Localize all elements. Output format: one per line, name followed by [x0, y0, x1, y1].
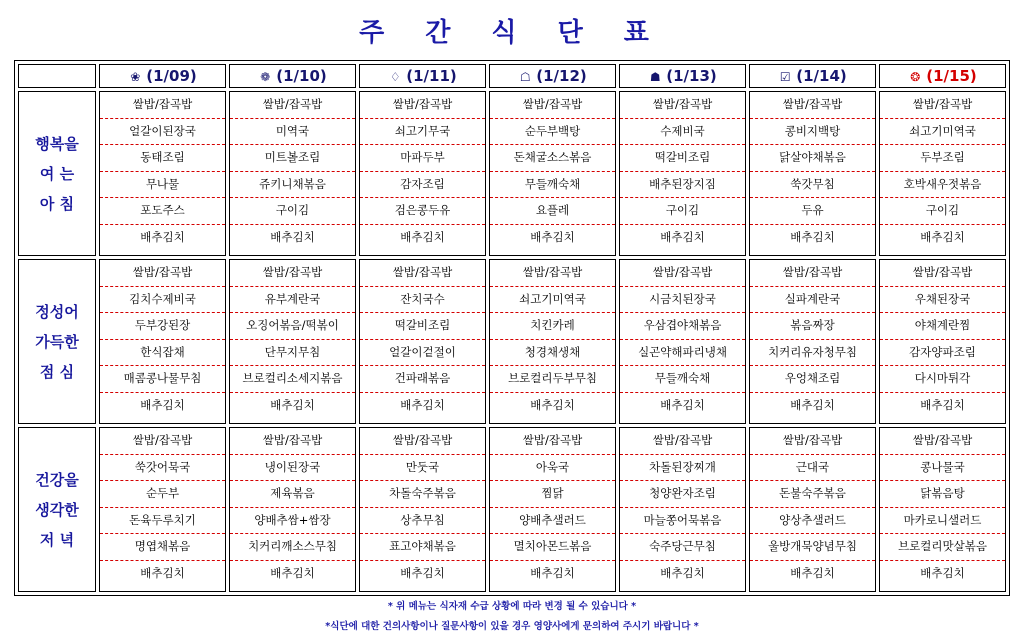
day-menu-cell [359, 259, 486, 424]
day-menu-cell [879, 91, 1006, 256]
menu-item: 쌀밥/잡곡밥 [750, 92, 875, 119]
day-icon: ❂ [910, 70, 921, 84]
weekly-menu-table [14, 60, 1010, 596]
menu-item: 쌀밥/잡곡밥 [750, 428, 875, 455]
menu-item: 배추김치 [920, 565, 965, 580]
menu-item: 마카로니샐러드 [880, 508, 1005, 535]
menu-item: 두부조림 [880, 145, 1005, 172]
menu-item: 배추김치 [270, 565, 315, 580]
menu-item: 두유 [750, 198, 875, 225]
menu-item: 건파래볶음 [360, 366, 485, 393]
day-menu-cell [229, 427, 356, 592]
meal-name-line: 건강을 [35, 470, 79, 489]
menu-item: 명엽채볶음 [100, 534, 225, 561]
menu-item: 배추김치 [660, 229, 705, 244]
day-header-row [18, 64, 1006, 88]
menu-item: 배추김치 [270, 229, 315, 244]
header-corner-cell [18, 64, 96, 88]
day-header-3 [489, 64, 616, 88]
menu-item: 쌀밥/잡곡밥 [750, 260, 875, 287]
menu-item: 미역국 [230, 119, 355, 146]
menu-item-list [880, 428, 1005, 587]
menu-item: 구이김 [620, 198, 745, 225]
menu-item: 배추김치 [400, 397, 445, 412]
menu-item-list [490, 260, 615, 419]
day-header-6 [879, 64, 1006, 88]
menu-item: 무들깨숙채 [620, 366, 745, 393]
meal-row [18, 91, 1006, 256]
menu-item: 배추된장지짐 [620, 172, 745, 199]
menu-item-list [100, 260, 225, 419]
day-menu-cell [229, 91, 356, 256]
day-label: (1/13) [666, 67, 717, 85]
day-label: (1/11) [406, 67, 457, 85]
menu-item: 치커리깨소스무침 [230, 534, 355, 561]
menu-item-list [100, 92, 225, 251]
menu-item: 만둣국 [360, 455, 485, 482]
menu-item-list [880, 92, 1005, 251]
day-menu-cell [619, 91, 746, 256]
menu-item: 구이김 [880, 198, 1005, 225]
day-icon: ❀ [130, 70, 141, 84]
menu-item-list [230, 260, 355, 419]
menu-item-list [750, 428, 875, 587]
inquiry-note: *식단에 대한 건의사항이나 질문사항이 있을 경우 영양사에게 문의하여 주시기 바랍니다 * [325, 621, 699, 632]
menu-item: 쌀밥/잡곡밥 [620, 428, 745, 455]
menu-item-list [490, 428, 615, 587]
menu-item: 호박새우젓볶음 [880, 172, 1005, 199]
menu-item: 감자조림 [360, 172, 485, 199]
menu-item: 콩나물국 [880, 455, 1005, 482]
menu-item: 배추김치 [270, 397, 315, 412]
day-label: (1/10) [276, 67, 327, 85]
menu-item-list [230, 92, 355, 251]
day-label: (1/15) [926, 67, 977, 85]
day-icon: ☗ [649, 70, 661, 84]
menu-item: 멸치아몬드볶음 [490, 534, 615, 561]
meal-name-cell [18, 427, 96, 592]
menu-item: 우채된장국 [880, 287, 1005, 314]
menu-item: 얼갈이겉절이 [360, 340, 485, 367]
menu-item: 청양완자조림 [620, 481, 745, 508]
menu-item: 돈육두루치기 [100, 508, 225, 535]
meal-name-line: 정성어 [35, 302, 79, 321]
menu-item: 순두부 [100, 481, 225, 508]
menu-item: 표고야채볶음 [360, 534, 485, 561]
menu-item: 울방개묵양념무침 [750, 534, 875, 561]
menu-item: 배추김치 [790, 397, 835, 412]
day-header-1 [229, 64, 356, 88]
menu-item: 무나물 [100, 172, 225, 199]
menu-item: 근대국 [750, 455, 875, 482]
menu-item: 제육볶음 [230, 481, 355, 508]
menu-item: 우엉채조림 [750, 366, 875, 393]
day-header-0 [99, 64, 226, 88]
day-icon: ♢ [389, 70, 401, 84]
menu-item: 떡갈비조림 [360, 313, 485, 340]
day-icon: ☑ [779, 70, 791, 84]
meal-name-line: 가득한 [35, 332, 79, 351]
menu-item: 쌀밥/잡곡밥 [360, 428, 485, 455]
day-menu-cell [489, 427, 616, 592]
day-menu-cell [359, 427, 486, 592]
menu-item: 배추김치 [660, 397, 705, 412]
day-menu-cell [749, 427, 876, 592]
day-header-4 [619, 64, 746, 88]
menu-item: 브로컬리맛살볶음 [880, 534, 1005, 561]
menu-change-note: * 위 메뉴는 식자재 수급 상황에 따라 변경 될 수 있습니다 * [387, 601, 637, 612]
menu-item: 쇠고기무국 [360, 119, 485, 146]
menu-item: 돈채굴소스볶음 [490, 145, 615, 172]
menu-item: 쌀밥/잡곡밥 [100, 260, 225, 287]
menu-body [18, 91, 1006, 592]
menu-item: 숙주당근무침 [620, 534, 745, 561]
menu-item: 쇠고기미역국 [880, 119, 1005, 146]
menu-item: 양배추샐러드 [490, 508, 615, 535]
menu-item-list [360, 92, 485, 251]
menu-item: 배추김치 [530, 229, 575, 244]
menu-item: 배추김치 [790, 229, 835, 244]
day-menu-cell [229, 259, 356, 424]
menu-item: 마늘쫑어묵볶음 [620, 508, 745, 535]
menu-item: 청경채생채 [490, 340, 615, 367]
menu-item: 유부계란국 [230, 287, 355, 314]
menu-item: 오징어볶음/떡볶이 [230, 313, 355, 340]
menu-item: 차돌된장찌개 [620, 455, 745, 482]
menu-item: 치킨카레 [490, 313, 615, 340]
menu-item-list [360, 428, 485, 587]
menu-item-list [100, 428, 225, 587]
menu-item: 배추김치 [140, 397, 185, 412]
menu-item: 김치수제비국 [100, 287, 225, 314]
menu-item: 실곤약해파리냉채 [620, 340, 745, 367]
day-menu-cell [619, 259, 746, 424]
menu-item: 미트볼조림 [230, 145, 355, 172]
menu-item: 닭볶음탕 [880, 481, 1005, 508]
day-menu-cell [99, 91, 226, 256]
menu-item: 닭살야채볶음 [750, 145, 875, 172]
menu-item: 쌀밥/잡곡밥 [620, 260, 745, 287]
menu-item: 배추김치 [400, 565, 445, 580]
menu-item: 배추김치 [140, 565, 185, 580]
menu-item: 단무지무침 [230, 340, 355, 367]
day-icon: ❁ [260, 70, 271, 84]
meal-name-line: 여 는 [39, 164, 75, 183]
day-menu-cell [879, 259, 1006, 424]
menu-item-list [620, 428, 745, 587]
menu-item: 쌀밥/잡곡밥 [230, 260, 355, 287]
menu-item: 쌀밥/잡곡밥 [490, 92, 615, 119]
day-menu-cell [99, 259, 226, 424]
menu-item: 배추김치 [790, 565, 835, 580]
menu-item: 배추김치 [530, 565, 575, 580]
menu-item: 볶음짜장 [750, 313, 875, 340]
menu-item-list [620, 92, 745, 251]
menu-item-list [750, 260, 875, 419]
meal-row [18, 259, 1006, 424]
menu-item-list [230, 428, 355, 587]
menu-item: 얼갈이된장국 [100, 119, 225, 146]
meal-name-line: 아 침 [39, 194, 75, 213]
menu-item: 쌀밥/잡곡밥 [230, 428, 355, 455]
menu-item: 우삼겹야채볶음 [620, 313, 745, 340]
menu-item: 요플레 [490, 198, 615, 225]
menu-item: 쌀밥/잡곡밥 [490, 260, 615, 287]
menu-item: 잔치국수 [360, 287, 485, 314]
day-label: (1/12) [536, 67, 587, 85]
menu-item: 다시마튀각 [880, 366, 1005, 393]
menu-item: 양상추샐러드 [750, 508, 875, 535]
menu-item: 쑥갓어묵국 [100, 455, 225, 482]
menu-item: 아욱국 [490, 455, 615, 482]
meal-name-line: 행복을 [35, 134, 79, 153]
day-header-5 [749, 64, 876, 88]
menu-item: 순두부백탕 [490, 119, 615, 146]
page-title: 주 간 식 단 표 [359, 18, 665, 48]
menu-item: 배추김치 [400, 229, 445, 244]
meal-name-cell [18, 259, 96, 424]
menu-item: 야채계란찜 [880, 313, 1005, 340]
meal-name-line: 점 심 [39, 362, 75, 381]
day-label: (1/14) [796, 67, 847, 85]
menu-item: 구이김 [230, 198, 355, 225]
menu-item: 쑥갓무침 [750, 172, 875, 199]
menu-item: 마파두부 [360, 145, 485, 172]
menu-item: 브로컬리소세지볶음 [230, 366, 355, 393]
menu-item: 수제비국 [620, 119, 745, 146]
day-header-2 [359, 64, 486, 88]
menu-item: 배추김치 [140, 229, 185, 244]
menu-item: 동태조림 [100, 145, 225, 172]
menu-item: 두부강된장 [100, 313, 225, 340]
menu-item: 검은콩두유 [360, 198, 485, 225]
day-menu-cell [619, 427, 746, 592]
menu-item: 배추김치 [920, 397, 965, 412]
menu-item: 매콤콩나물무침 [100, 366, 225, 393]
menu-item: 브로컬리두부무침 [490, 366, 615, 393]
menu-item: 쥬키니채볶음 [230, 172, 355, 199]
day-menu-cell [99, 427, 226, 592]
menu-item-list [750, 92, 875, 251]
day-menu-cell [879, 427, 1006, 592]
menu-item: 배추김치 [660, 565, 705, 580]
menu-item: 돈불숙주볶음 [750, 481, 875, 508]
menu-item: 쌀밥/잡곡밥 [880, 92, 1005, 119]
menu-item: 쇠고기미역국 [490, 287, 615, 314]
day-icon: ☖ [519, 70, 531, 84]
menu-item: 냉이된장국 [230, 455, 355, 482]
menu-item: 찜닭 [490, 481, 615, 508]
menu-item: 떡갈비조림 [620, 145, 745, 172]
menu-item: 감자양파조림 [880, 340, 1005, 367]
menu-item-list [490, 92, 615, 251]
menu-item: 포도주스 [100, 198, 225, 225]
day-menu-cell [359, 91, 486, 256]
menu-item: 배추김치 [920, 229, 965, 244]
menu-item: 쌀밥/잡곡밥 [360, 92, 485, 119]
day-menu-cell [749, 259, 876, 424]
menu-item: 콩비지백탕 [750, 119, 875, 146]
meal-row [18, 427, 1006, 592]
menu-item: 배추김치 [530, 397, 575, 412]
menu-item: 쌀밥/잡곡밥 [230, 92, 355, 119]
day-label: (1/09) [146, 67, 197, 85]
meal-name-line: 생각한 [35, 500, 79, 519]
menu-item-list [620, 260, 745, 419]
menu-item: 실파계란국 [750, 287, 875, 314]
menu-item: 쌀밥/잡곡밥 [100, 428, 225, 455]
menu-item: 상추무침 [360, 508, 485, 535]
day-menu-cell [489, 259, 616, 424]
menu-item-list [880, 260, 1005, 419]
menu-item: 쌀밥/잡곡밥 [490, 428, 615, 455]
menu-item-list [360, 260, 485, 419]
menu-item: 쌀밥/잡곡밥 [880, 428, 1005, 455]
menu-item: 한식잡채 [100, 340, 225, 367]
meal-name-line: 저 녁 [39, 530, 75, 549]
menu-item: 양배추쌈+쌈장 [230, 508, 355, 535]
menu-item: 차돌숙주볶음 [360, 481, 485, 508]
menu-item: 쌀밥/잡곡밥 [620, 92, 745, 119]
meal-name-cell [18, 91, 96, 256]
menu-item: 쌀밥/잡곡밥 [360, 260, 485, 287]
menu-item: 쌀밥/잡곡밥 [880, 260, 1005, 287]
menu-item: 쌀밥/잡곡밥 [100, 92, 225, 119]
menu-item: 치커리유자청무침 [750, 340, 875, 367]
menu-item: 시금치된장국 [620, 287, 745, 314]
day-menu-cell [749, 91, 876, 256]
day-menu-cell [489, 91, 616, 256]
menu-item: 무들깨숙채 [490, 172, 615, 199]
